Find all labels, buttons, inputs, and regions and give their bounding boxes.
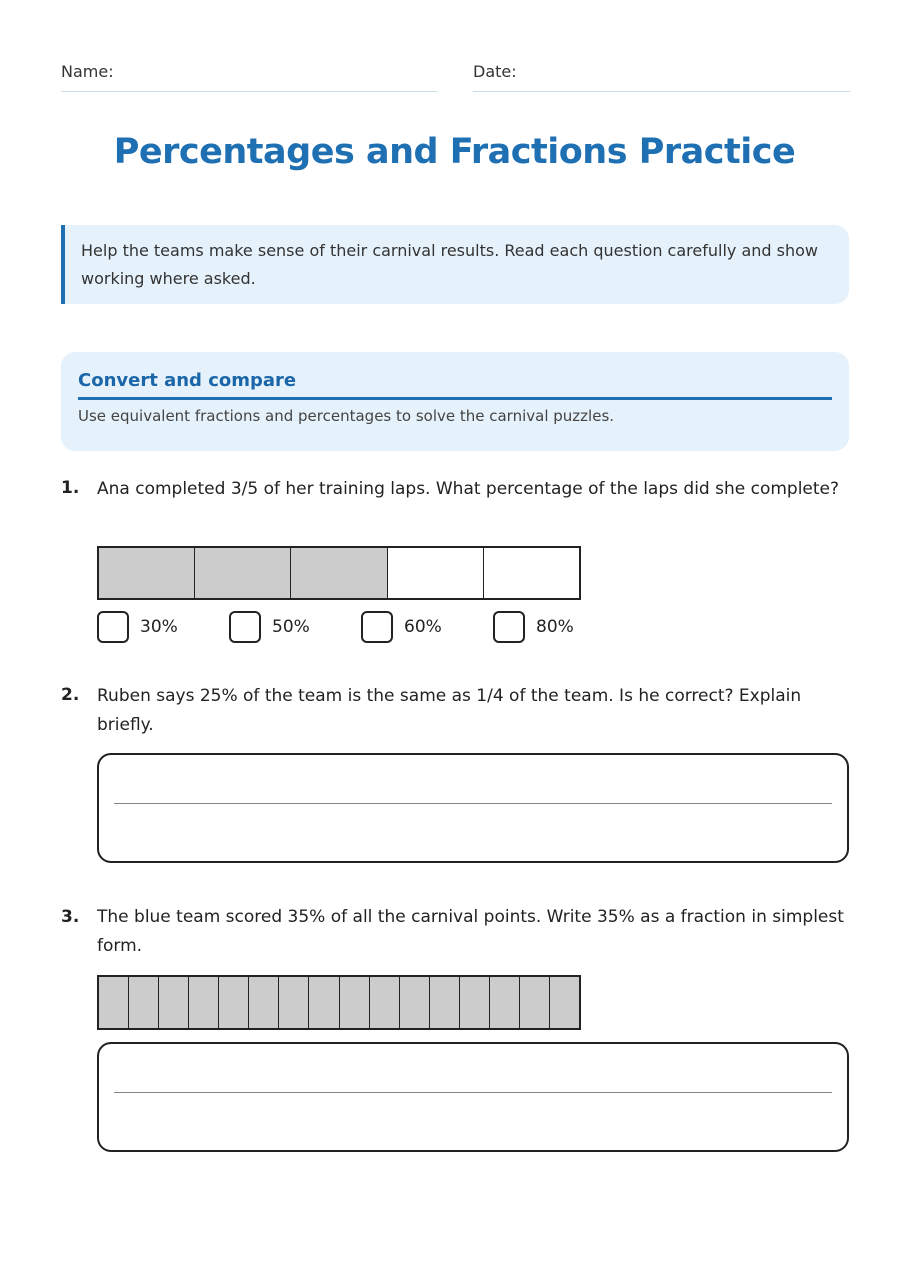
shaded-part [490,977,520,1028]
option-4[interactable] [493,611,574,643]
option-checkbox[interactable] [229,611,261,643]
option-checkbox[interactable] [493,611,525,643]
question-1-number: 1. [61,478,80,498]
option-label: 80% [536,617,574,637]
shaded-part [340,977,370,1028]
option-label: 50% [272,617,310,637]
instructions-text: Help the teams make sense of their carnival results. Read each question carefully and show working where asked. [81,241,818,288]
shaded-part [249,977,279,1028]
option-2[interactable] [229,611,310,643]
option-label: 60% [404,617,442,637]
answer-box-q2[interactable] [97,753,849,863]
shaded-part [309,977,339,1028]
answer-line [114,1092,832,1093]
shaded-part [99,548,195,598]
option-label: 30% [140,617,178,637]
option-1[interactable] [97,611,178,643]
shaded-part [129,977,159,1028]
shaded-part [550,977,579,1028]
question-2-number: 2. [61,685,80,705]
date-label: Date: [473,62,517,81]
question-1-text: Ana completed 3/5 of her training laps. What percentage of the laps did she complete? [97,479,840,499]
instructions-box [61,225,849,304]
answer-box-q3[interactable] [97,1042,849,1152]
section-subtitle: Use equivalent fractions and percentages to solve the carnival puzzles. [78,407,615,425]
page-title: Percentages and Fractions Practice [113,132,796,172]
hundredths-bar [97,975,581,1030]
shaded-part [520,977,550,1028]
question-2-text: Ruben says 25% of the team is the same as 1/4 of the team. Is he correct? Explain briefly. [97,686,802,735]
shaded-part [291,548,387,598]
name-label: Name: [61,62,114,81]
shaded-part [219,977,249,1028]
shaded-part [159,977,189,1028]
name-field[interactable] [61,62,437,92]
option-checkbox[interactable] [361,611,393,643]
shaded-part [195,548,291,598]
question-3-number: 3. [61,907,80,927]
question-3-text: The blue team scored 35% of all the carnival points. Write 35% as a fraction in simplest form. [97,907,844,956]
fraction-bar-fifths [97,546,581,600]
section-header [61,352,849,451]
option-3[interactable] [361,611,442,643]
shaded-part [460,977,490,1028]
shaded-part [400,977,430,1028]
unshaded-part [388,548,484,598]
shaded-part [189,977,219,1028]
option-checkbox[interactable] [97,611,129,643]
date-field[interactable] [473,62,850,92]
unshaded-part [484,548,579,598]
section-title: Convert and compare [78,370,832,400]
shaded-part [430,977,460,1028]
shaded-part [99,977,129,1028]
shaded-part [279,977,309,1028]
shaded-part [370,977,400,1028]
answer-line [114,803,832,804]
